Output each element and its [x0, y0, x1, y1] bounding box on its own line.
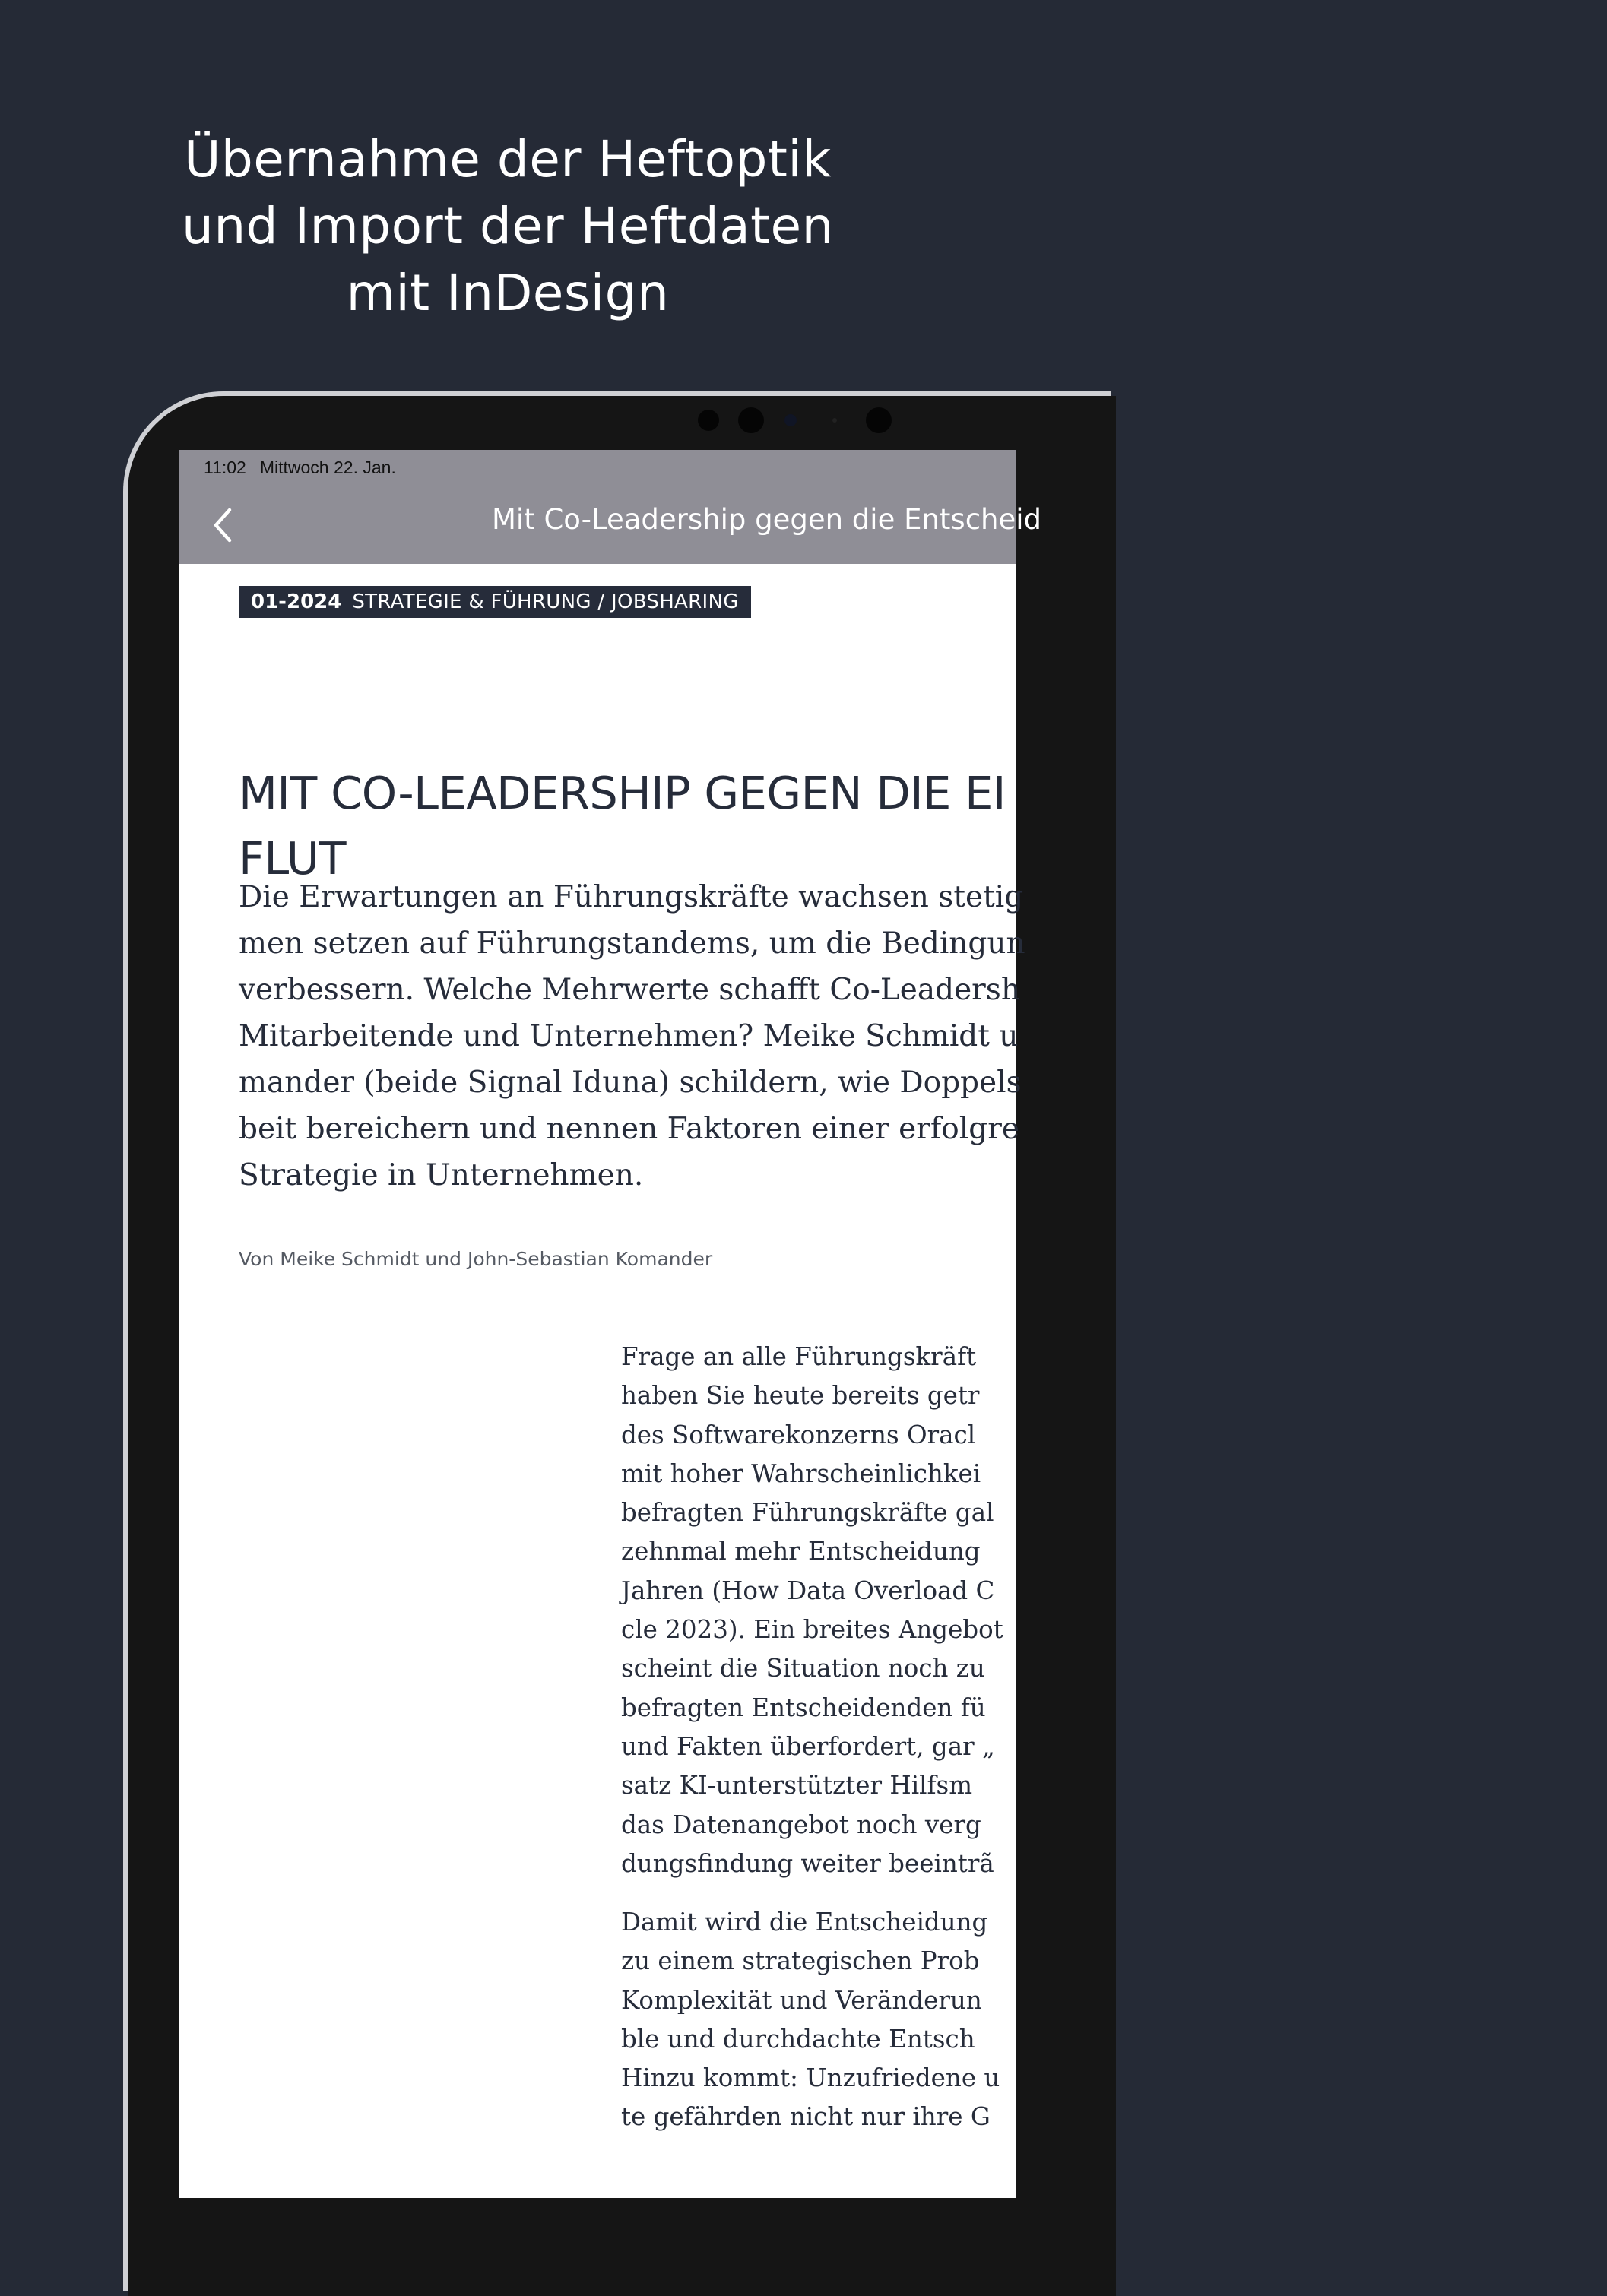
section-label: STRATEGIE & FÜHRUNG / JOBSHARING — [352, 591, 739, 613]
body-line: Jahren (How Data Overload C — [621, 1576, 995, 1605]
body-line: Hinzu kommt: Unzufriedene u — [621, 2063, 1000, 2093]
body-line: dungsfindung weiter beeintrã — [621, 1848, 994, 1878]
status-bar — [204, 458, 396, 478]
body-line: scheint die Situation noch zu — [621, 1654, 985, 1683]
article-title-line: MIT CO-LEADERSHIP GEGEN DIE EI — [239, 766, 1006, 819]
body-line: Komplexität und Veränderun — [621, 1985, 982, 2015]
lead-line: Mitarbeitende und Unternehmen? Meike Schmidt u — [239, 1019, 1019, 1053]
issue-number: 01-2024 — [251, 591, 342, 613]
body-line: zu einem strategischen Prob — [621, 1946, 980, 1976]
body-line: befragten Entscheidenden fü — [621, 1693, 986, 1722]
camera-sensor — [832, 418, 837, 423]
navigation-bar — [179, 450, 1042, 564]
lead-line: Die Erwartungen an Führungskräfte wachsen stetig — [239, 880, 1024, 914]
camera-lens — [866, 407, 892, 433]
article-title-line: FLUT — [239, 831, 347, 885]
camera-sensor — [784, 414, 797, 426]
status-time: 11:02 — [204, 458, 246, 477]
camera-lens — [738, 407, 764, 433]
issue-tag — [239, 586, 751, 618]
body-line: zehnmal mehr Entscheidung — [621, 1537, 981, 1566]
lead-line: men setzen auf Führungstandems, um die Bedingun — [239, 926, 1025, 961]
body-line: te gefährden nicht nur ihre G — [621, 2102, 991, 2132]
tablet-screen — [179, 450, 1042, 2198]
camera-sensor — [698, 410, 719, 431]
body-line: befragten Führungskräfte gal — [621, 1498, 994, 1528]
article-title — [239, 761, 1607, 891]
article-nav-title: Mit Co-Leadership gegen die Entscheid — [492, 503, 1042, 536]
body-paragraph — [621, 1903, 1000, 2137]
promo-headline — [0, 126, 1016, 327]
lead-line: verbessern. Welche Mehrwerte schafft Co-Leadersh — [239, 973, 1020, 1007]
body-line: satz KI-unterstützter Hilfsm — [621, 1771, 973, 1800]
promo-headline-line: und Import der Heftdaten — [181, 197, 834, 256]
body-line: Damit wird die Entscheidung — [621, 1908, 988, 1937]
article-lead — [239, 874, 1025, 1199]
body-line: haben Sie heute bereits getr — [621, 1381, 980, 1411]
lead-line: mander (beide Signal Iduna) schildern, wie Doppels — [239, 1066, 1022, 1100]
article-byline: Von Meike Schmidt und John-Sebastian Komander — [239, 1248, 713, 1270]
body-line: und Fakten überfordert, gar „ — [621, 1731, 995, 1761]
body-line: das Datenangebot noch verg — [621, 1810, 981, 1839]
body-line: Frage an alle Führungskräft — [621, 1342, 977, 1371]
body-paragraph — [621, 1338, 1003, 1883]
body-line: ble und durchdachte Entsch — [621, 2024, 975, 2054]
lead-line: beit bereichern und nennen Faktoren einer erfolgre — [239, 1112, 1019, 1146]
lead-line: Strategie in Unternehmen. — [239, 1158, 644, 1192]
status-date: Mittwoch 22. Jan. — [259, 458, 396, 477]
chevron-left-icon[interactable] — [210, 506, 237, 544]
body-line: des Softwarekonzerns Oracl — [621, 1420, 976, 1449]
promo-headline-line: mit InDesign — [346, 264, 670, 323]
body-line: mit hoher Wahrscheinlichkei — [621, 1458, 981, 1488]
body-line: cle 2023). Ein breites Angebot — [621, 1615, 1003, 1645]
promo-headline-line: Übernahme der Heftoptik — [184, 130, 832, 189]
